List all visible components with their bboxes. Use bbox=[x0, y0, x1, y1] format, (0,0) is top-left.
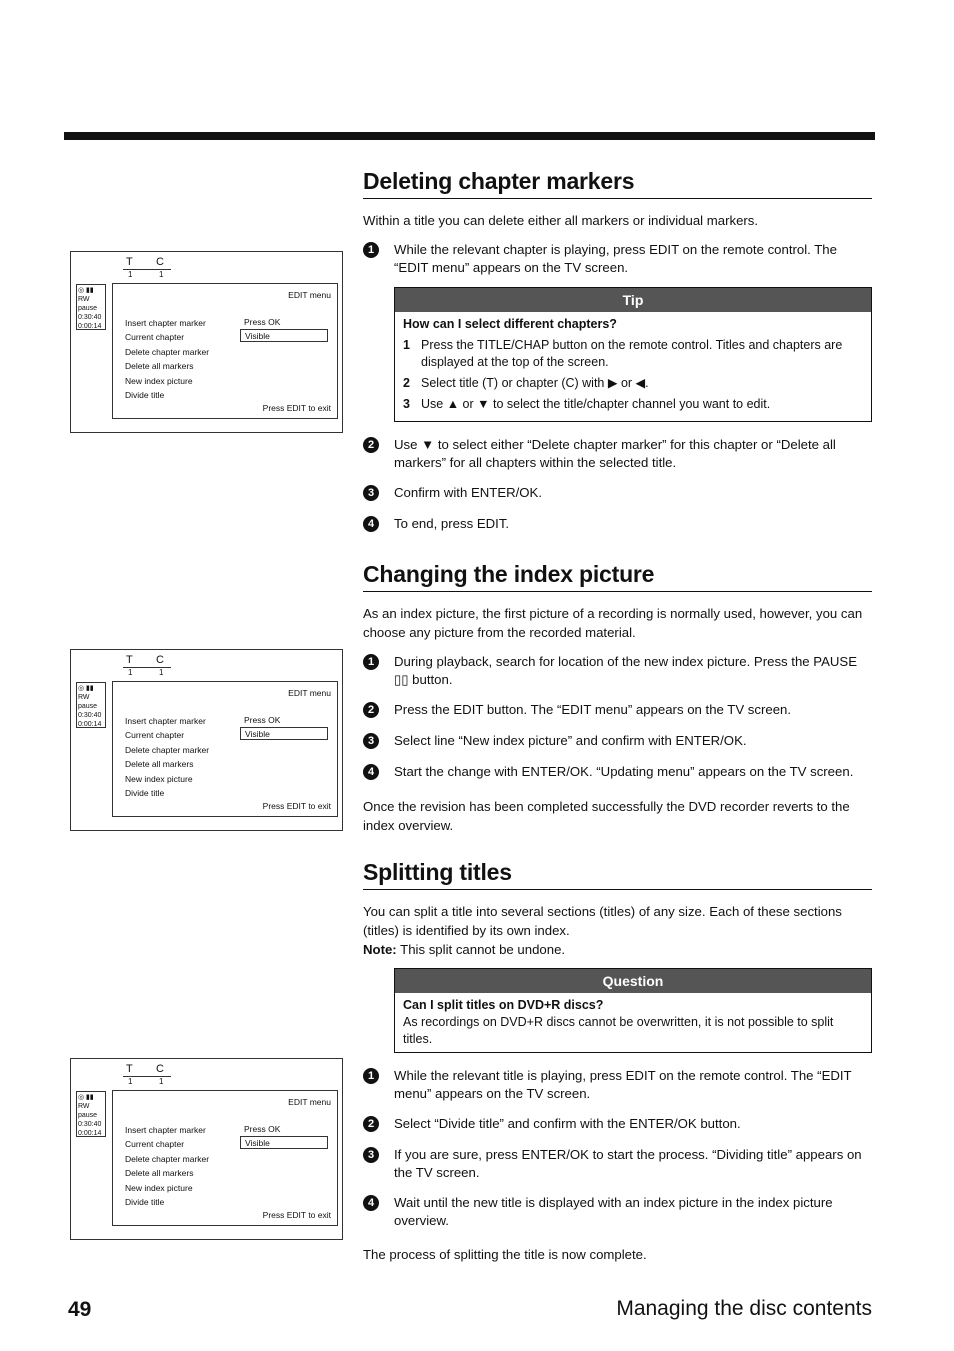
edit-menu: EDIT menu Insert chapter marker Current chapter Delete chapter marker Delete all markers New index picture Divide title Press OK Visible Press EDIT to exit bbox=[112, 1090, 338, 1226]
step: 3 Confirm with ENTER/OK. bbox=[363, 484, 872, 502]
step: 3 If you are sure, press ENTER/OK to start the process. “Dividing title” appears on the TV screen. bbox=[363, 1146, 872, 1181]
edit-menu: EDIT menu Insert chapter marker Current chapter Delete chapter marker Delete all markers New index picture Divide title Press OK Visible Press EDIT to exit bbox=[112, 681, 338, 817]
step: 3 Select line “New index picture” and confirm with ENTER/OK. bbox=[363, 732, 872, 750]
step: 1 While the relevant chapter is playing, press EDIT on the remote control. The “EDIT menu” appears on the TV screen. bbox=[363, 241, 872, 276]
step: 4 To end, press EDIT. bbox=[363, 515, 872, 533]
section-intro: You can split a title into several sections (titles) of any size. Each of these sections (titles) is identified by its own index. bbox=[363, 904, 842, 938]
main-content bbox=[363, 150, 872, 1275]
status-panel: ◎ ▮▮ RW pause 0:30:40 0:00:14 bbox=[76, 682, 106, 728]
step: 4 Wait until the new title is displayed with an index picture in the index picture overview. bbox=[363, 1194, 872, 1229]
page-section-title: Managing the disc contents bbox=[616, 1297, 872, 1320]
section-title: Deleting chapter markers bbox=[363, 168, 872, 199]
status-panel: ◎ ▮▮ RW pause 0:30:40 0:00:14 bbox=[76, 284, 106, 330]
status-panel: ◎ ▮▮ RW pause 0:30:40 0:00:14 bbox=[76, 1091, 106, 1137]
question-box: Question Can I split titles on DVD+R discs? As recordings on DVD+R discs cannot be overwritten, it is not possible to split titles. bbox=[394, 968, 872, 1053]
section-outro: The process of splitting the title is now complete. bbox=[363, 1247, 647, 1262]
edit-menu-screen-2: T C 1 1 ◎ ▮▮ RW pause 0:30:40 0:00:14 EDIT menu Insert chapter marker Current chapter Delete chapter marker Delete all markers New index picture Divide title Press OK Visible Press EDIT to exit bbox=[70, 649, 343, 831]
section-title: Changing the index picture bbox=[363, 561, 872, 592]
step: 2 Use ▼ to select either “Delete chapter marker” for this chapter or “Delete all markers” for all chapters within the selected title. bbox=[363, 436, 872, 471]
section-intro: As an index picture, the first picture of a recording is normally used, however, you can choose any picture from the recorded material. bbox=[363, 606, 863, 640]
disc-pause-icon: ◎ ▮▮ bbox=[78, 685, 94, 692]
section-title: Splitting titles bbox=[363, 859, 872, 890]
header-rule bbox=[64, 132, 875, 140]
section-outro: Once the revision has been completed successfully the DVD recorder reverts to the index overview. bbox=[363, 799, 850, 833]
page-number: 49 bbox=[68, 1298, 92, 1321]
step: 4 Start the change with ENTER/OK. “Updating menu” appears on the TV screen. bbox=[363, 763, 872, 781]
tip-box: Tip How can I select different chapters? 1 Press the TITLE/CHAP button on the remote control. Titles and chapters are displayed at the top of the screen. 2 Select title (T) or chapter (C) with ▶ or ◀. 3 Use ▲ or ▼ to select the title/chapter channel you want to edit. bbox=[394, 287, 872, 422]
disc-pause-icon: ◎ ▮▮ bbox=[78, 1094, 94, 1101]
edit-menu: EDIT menu Insert chapter marker Current chapter Delete chapter marker Delete all markers New index picture Divide title Press OK Visible Press EDIT to exit bbox=[112, 283, 338, 419]
disc-pause-icon: ◎ ▮▮ bbox=[78, 287, 94, 294]
section-intro: Within a title you can delete either all markers or individual markers. bbox=[363, 213, 759, 228]
step: 1 While the relevant title is playing, press EDIT on the remote control. The “EDIT menu” appears on the TV screen. bbox=[363, 1067, 872, 1102]
note: Note: This split cannot be undone. bbox=[363, 942, 566, 957]
step: 1 During playback, search for location of the new index picture. Press the PAUSE ▯▯ button. bbox=[363, 653, 872, 688]
step: 2 Select “Divide title” and confirm with the ENTER/OK button. bbox=[363, 1115, 872, 1133]
edit-menu-screen-3: T C 1 1 ◎ ▮▮ RW pause 0:30:40 0:00:14 EDIT menu Insert chapter marker Current chapter Delete chapter marker Delete all markers New index picture Divide title Press OK Visible Press EDIT to exit bbox=[70, 1058, 343, 1240]
edit-menu-screen-1: T C 1 1 ◎ ▮▮ RW pause 0:30:40 0:00:14 EDIT menu Insert chapter marker Current chapter Delete chapter marker Delete all markers New index picture Divide title Press OK Visible Press EDIT to exit bbox=[70, 251, 343, 433]
step: 2 Press the EDIT button. The “EDIT menu” appears on the TV screen. bbox=[363, 701, 872, 719]
